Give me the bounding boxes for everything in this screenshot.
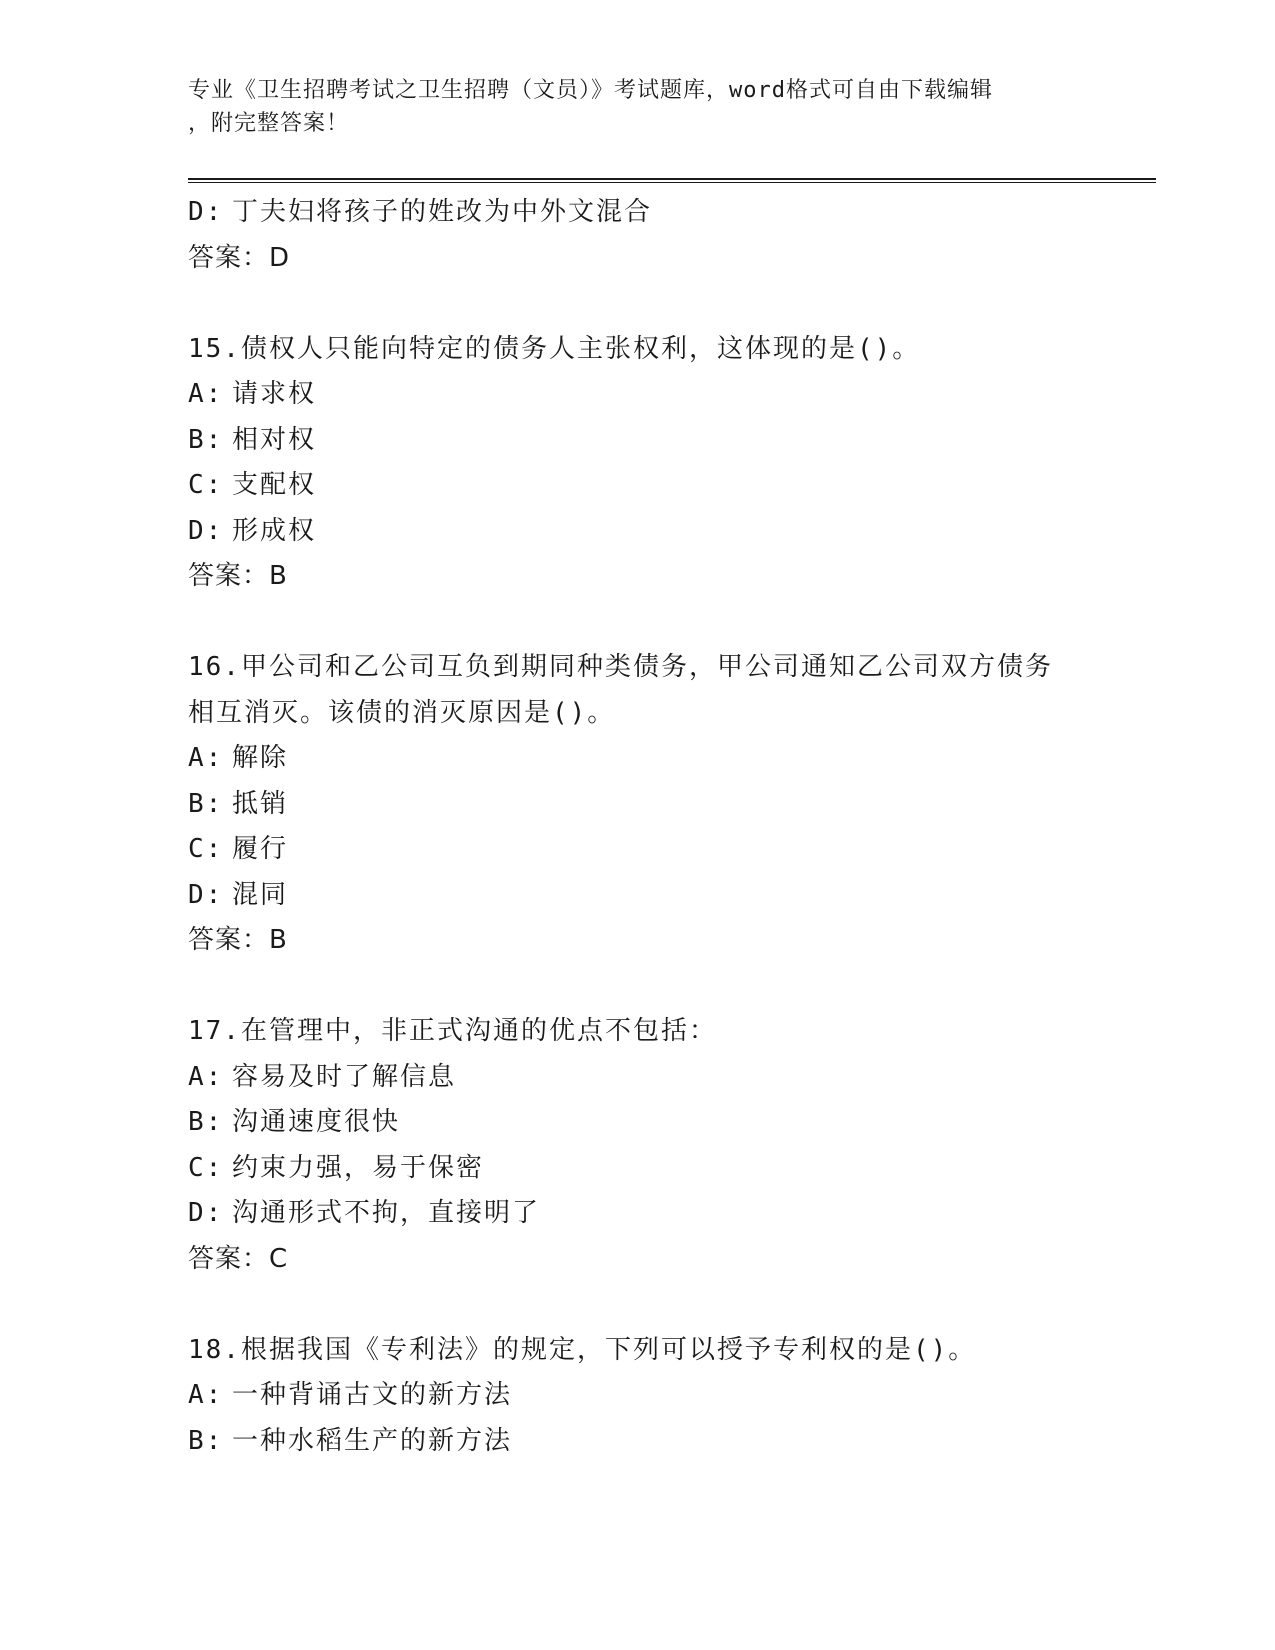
option-text: 形成权	[232, 515, 317, 546]
option-key: A:	[188, 379, 224, 409]
option-b	[188, 1419, 1088, 1465]
question-stem-continued: 相互消灭。该债的消灭原因是()。	[188, 697, 616, 728]
option-c	[188, 1146, 1088, 1192]
option-text: 相对权	[232, 424, 317, 455]
option-a	[188, 1055, 1088, 1101]
question-stem: 16.甲公司和乙公司互负到期同种类债务，甲公司通知乙公司双方债务	[188, 652, 1053, 682]
option-text: 抵销	[232, 788, 289, 819]
option-key: B:	[188, 788, 224, 819]
option-text: 容易及时了解信息	[232, 1061, 457, 1092]
answer-line: 答案：D	[188, 242, 291, 273]
option-d	[188, 873, 1088, 919]
option-key: B:	[188, 1425, 224, 1456]
option-b	[188, 1100, 1088, 1146]
question-stem: 18.根据我国《专利法》的规定，下列可以授予专利权的是()。	[188, 1334, 977, 1365]
header-rule-thick	[188, 178, 1156, 180]
option-b	[188, 418, 1088, 464]
option-text: 支配权	[232, 470, 317, 500]
header-line-1: 专业《卫生招聘考试之卫生招聘（文员）》考试题库，word格式可自由下载编辑	[188, 78, 993, 103]
spacer	[188, 600, 1088, 646]
question-stem: 15.债权人只能向特定的债务人主张权利，这体现的是()。	[188, 333, 921, 364]
option-key: B:	[188, 1107, 224, 1137]
option-key: D:	[188, 1198, 224, 1228]
option-key: C:	[188, 470, 224, 500]
option-key: D:	[188, 515, 224, 546]
option-text: 一种背诵古文的新方法	[232, 1380, 513, 1410]
answer-line: 答案：B	[188, 925, 288, 955]
option-a	[188, 1373, 1088, 1419]
option-text: 约束力强，易于保密	[232, 1152, 485, 1183]
option-text: 请求权	[232, 379, 317, 409]
option-c	[188, 463, 1088, 509]
option-a	[188, 736, 1088, 782]
option-a	[188, 372, 1088, 418]
header-rule-thin	[188, 182, 1156, 183]
option-text: 混同	[232, 879, 289, 910]
option-key: A:	[188, 1061, 224, 1092]
option-key: C:	[188, 1152, 224, 1183]
document-header	[188, 74, 1068, 140]
option-key: D:	[188, 197, 224, 227]
option-key: C:	[188, 834, 224, 864]
option-key: A:	[188, 1380, 224, 1410]
option-text: 履行	[232, 834, 289, 864]
question-stem: 17.在管理中，非正式沟通的优点不包括：	[188, 1016, 717, 1046]
spacer	[188, 964, 1088, 1010]
option-c	[188, 827, 1088, 873]
option-key: A:	[188, 743, 224, 773]
answer-line: 答案：C	[188, 1243, 289, 1274]
option-d	[188, 509, 1088, 555]
question-list	[188, 190, 1088, 1464]
option-key: B:	[188, 424, 224, 455]
option-text: 一种水稻生产的新方法	[232, 1425, 513, 1456]
answer-line: 答案：B	[188, 561, 288, 591]
header-line-2: ，附完整答案！	[188, 111, 350, 136]
spacer	[188, 1282, 1088, 1328]
option-key: D:	[188, 879, 224, 910]
option-d	[188, 1191, 1088, 1237]
option-text: 解除	[232, 743, 289, 773]
option-text: 丁夫妇将孩子的姓改为中外文混合	[232, 197, 653, 227]
option-d	[188, 190, 1088, 236]
spacer	[188, 281, 1088, 327]
option-text: 沟通形式不拘，直接明了	[232, 1198, 541, 1228]
option-text: 沟通速度很快	[232, 1107, 401, 1137]
option-b	[188, 782, 1088, 828]
